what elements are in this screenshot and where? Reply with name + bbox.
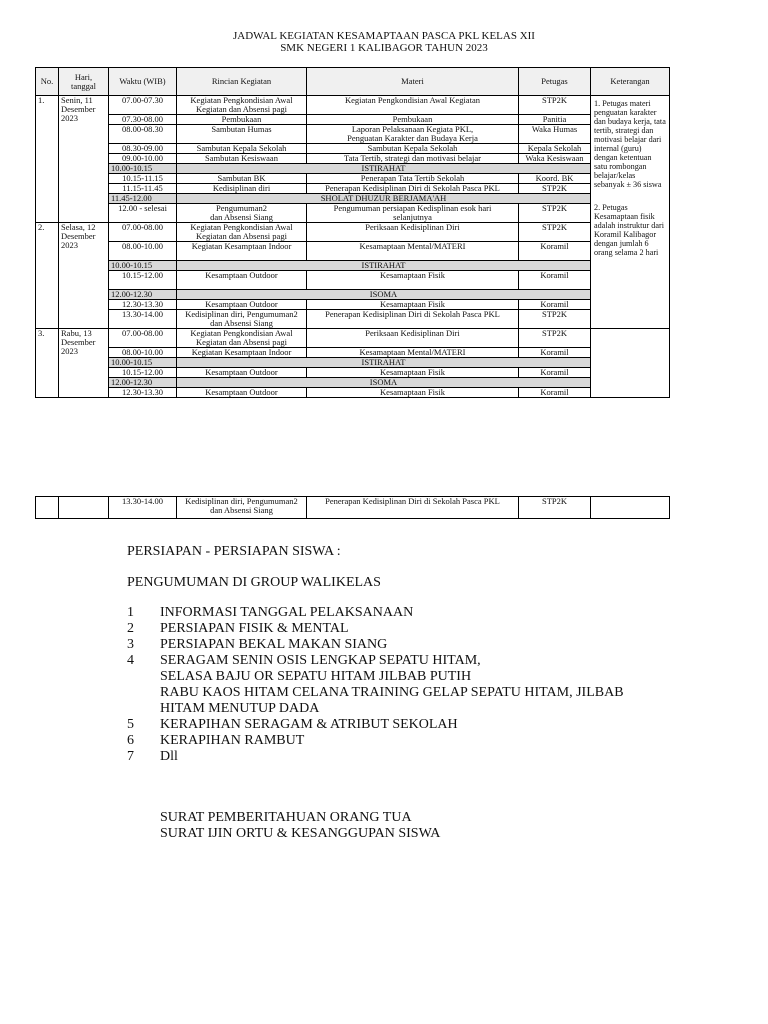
rincian-cell: Pembukaan [177,115,307,125]
rincian-line2: dan Absensi Siang [210,212,273,222]
table-row [36,223,670,242]
document-title [0,30,768,54]
day-date-cell [59,96,109,223]
materi-cell: Periksaan Kedisiplinan Diri [307,223,519,242]
list-item-text: HITAM MENUTUP DADA [160,701,320,716]
rincian-cell: Sambutan Kesiswaan [177,154,307,164]
day-date-line3: 2023 [61,113,78,123]
waktu-cell: 08.00-10.00 [109,242,177,261]
header-hari [59,68,109,96]
day-no-cell: 2. [36,223,59,329]
list-item [127,621,624,637]
persiapan-list [127,605,624,765]
list-item [127,701,624,717]
table-row [36,115,670,125]
table-row [36,368,670,378]
list-item-number: 3 [127,637,134,652]
header-materi: Materi [307,68,519,96]
waktu-cell: 12.00-12.30 [109,378,177,388]
table-row [36,96,670,115]
header-hari-line2: tanggal [70,80,97,91]
header-petugas: Petugas [519,68,591,96]
materi-cell: Penerapan Kedisiplinan Diri di Sekolah Pasca PKL [307,497,519,519]
waktu-cell: 10.00-10.15 [109,261,177,271]
waktu-cell: 12.00-12.30 [109,290,177,300]
break-row [36,290,670,300]
petugas-cell: STP2K [519,310,591,329]
day-no-cell: 3. [36,329,59,398]
list-item-number: 4 [127,653,134,668]
cont-no-cell [36,497,59,519]
day-date-line3: 2023 [61,240,78,250]
list-item-text: KERAPIHAN SERAGAM & ATRIBUT SEKOLAH [160,717,458,732]
list-item [127,605,624,621]
table-row [36,125,670,144]
materi-line2: selanjutnya [393,212,432,222]
list-item-number: 7 [127,749,134,764]
schedule-continuation-table [35,496,670,519]
list-item-text: PERSIAPAN BEKAL MAKAN SIANG [160,637,388,652]
header-no: No. [36,68,59,96]
rincian-cell [177,310,307,329]
rincian-cell [177,96,307,115]
day-date-line2: Desember [61,337,96,347]
break-label-cell: ISOMA [177,378,591,388]
materi-cell: Kesamaptaan Fisik [307,388,519,398]
cont-keterangan-cell [591,497,670,519]
waktu-cell: 10.15-12.00 [109,271,177,290]
list-item-number: 2 [127,621,134,636]
list-item-number: 5 [127,717,134,732]
materi-cell: Kesamaptaan Fisik [307,368,519,378]
waktu-cell: 10.00-10.15 [109,164,177,174]
rincian-line2: Kegiatan dan Absensi pagi [196,337,287,347]
day-date-cell [59,329,109,398]
waktu-cell: 12.00 - selesai [109,204,177,223]
waktu-cell: 13.30-14.00 [109,497,177,519]
materi-cell: Tata Tertib, strategi dan motivasi belajar [307,154,519,164]
break-row [36,164,670,174]
break-label-cell: ISTIRAHAT [177,358,591,368]
keterangan-note-1: 1. Petugas materi penguatan karakter dan budaya kerja, tata tertib, strategi dan motivasi belajar dari internal (guru) dengan ketentuan satu rombongan belajar/kelas sebanyak ± 36 siswa [594,99,666,189]
waktu-cell: 08.30-09.00 [109,144,177,154]
materi-cell [307,204,519,223]
list-item-text: SELASA BAJU OR SEPATU HITAM JILBAB PUTIH [160,669,472,684]
table-row [36,348,670,358]
waktu-cell: 09.00-10.00 [109,154,177,164]
materi-line1: Pengumuman persiapan Kedisplinan esok hari [333,203,492,213]
list-item-number [127,701,160,717]
waktu-cell: 08.00-08.30 [109,125,177,144]
materi-cell: Kesamaptaan Mental/MATERI [307,348,519,358]
rincian-line2: Kegiatan dan Absensi pagi [196,231,287,241]
petugas-cell: Koramil [519,348,591,358]
rincian-cell: Kegiatan Kesamptaan Indoor [177,242,307,261]
title-line-2: SMK NEGERI 1 KALIBAGOR TAHUN 2023 [280,42,488,54]
day-no-cell: 1. [36,96,59,223]
rincian-cell: Kegiatan Kesamptaan Indoor [177,348,307,358]
break-label-cell: ISOMA [177,290,591,300]
table-row [36,329,670,348]
petugas-cell: Koramil [519,242,591,261]
petugas-cell: Waka Kesiswaan [519,154,591,164]
break-label-cell: ISTIRAHAT [177,164,591,174]
list-item-text: Dll [160,749,178,764]
schedule-table [35,67,670,398]
petugas-cell: Koord. BK [519,174,591,184]
waktu-cell: 07.30-08.00 [109,115,177,125]
keterangan-note-2: 2. Petugas Kesamaptaan fisik adalah instruktur dari Koramil Kalibagor dengan jumlah 6 orang selama 2 hari [594,203,665,257]
list-item-number [127,685,160,701]
rincian-line2: dan Absensi Siang [210,505,273,515]
surat-line-1: SURAT PEMBERITAHUAN ORANG TUA [160,810,412,825]
persiapan-subheading: PENGUMUMAN DI GROUP WALIKELAS [127,575,381,590]
waktu-cell: 12.30-13.30 [109,300,177,310]
list-item-text: KERAPIHAN RAMBUT [160,733,305,748]
rincian-cell [177,497,307,519]
break-row [36,378,670,388]
waktu-cell: 10.15-12.00 [109,368,177,378]
petugas-cell: Koramil [519,388,591,398]
list-item [127,685,624,701]
day-date-line1: Senin, 11 [61,95,93,105]
waktu-cell: 11.15-11.45 [109,184,177,194]
day-date-cell [59,223,109,329]
list-item [127,637,624,653]
waktu-cell: 12.30-13.30 [109,388,177,398]
surat-line-2: SURAT IJIN ORTU & KESANGGUPAN SISWA [160,826,441,841]
rincian-cell [177,329,307,348]
table-row [36,242,670,261]
waktu-cell: 07.00-08.00 [109,329,177,348]
break-row [36,194,670,204]
petugas-cell: STP2K [519,329,591,348]
materi-cell: Periksaan Kedisiplinan Diri [307,329,519,348]
materi-cell: Kegiatan Pengkondisian Awal Kegiatan [307,96,519,115]
header-waktu: Waktu (WIB) [109,68,177,96]
materi-cell: Penerapan Kedisiplinan Diri di Sekolah Pasca PKL [307,310,519,329]
materi-line1: Laporan Pelaksanaan Kegiata PKL, [351,124,474,134]
list-item [127,653,624,669]
schedule-body [36,96,670,398]
waktu-cell: 08.00-10.00 [109,348,177,358]
waktu-cell: 07.00-07.30 [109,96,177,115]
rincian-line2: dan Absensi Siang [210,318,273,328]
table-row [36,204,670,223]
table-row [36,144,670,154]
table-header-row [36,68,670,96]
list-item-text: PERSIAPAN FISIK & MENTAL [160,621,349,636]
petugas-cell: STP2K [519,223,591,242]
break-row [36,261,670,271]
keterangan-cell [591,96,670,329]
persiapan-heading: PERSIAPAN - PERSIAPAN SISWA : [127,544,341,559]
rincian-line2: Kegiatan dan Absensi pagi [196,104,287,114]
header-keterangan: Keterangan [591,68,670,96]
table-row [36,271,670,290]
rincian-cell: Sambutan Humas [177,125,307,144]
list-item-number: 6 [127,733,134,748]
petugas-cell: STP2K [519,204,591,223]
petugas-cell: STP2K [519,96,591,115]
header-rincian: Rincian Kegiatan [177,68,307,96]
petugas-cell: Koramil [519,271,591,290]
petugas-cell: STP2K [519,497,591,519]
header-hari-line1: Hari, [74,71,93,82]
rincian-line1: Kegiatan Pengkondisian Awal [190,328,293,338]
rincian-cell [177,223,307,242]
rincian-line1: Kedisiplinan diri, Pengumuman2 [185,309,298,319]
materi-cell: Penerapan Tata Tertib Sekolah [307,174,519,184]
day-date-line2: Desember [61,231,96,241]
rincian-line1: Pengumuman2 [216,203,267,213]
petugas-cell: Waka Humas [519,125,591,144]
table-row [36,497,670,519]
title-line-1: JADWAL KEGIATAN KESAMAPTAAN PASCA PKL KELAS XII [233,30,535,42]
table-row [36,154,670,164]
materi-cell: Kesamaptaan Fisik [307,300,519,310]
cont-day-cell [59,497,109,519]
petugas-cell: STP2K [519,184,591,194]
waktu-cell: 07.00-08.00 [109,223,177,242]
waktu-cell: 10.00-10.15 [109,358,177,368]
petugas-cell: Koramil [519,300,591,310]
list-item-text: RABU KAOS HITAM CELANA TRAINING GELAP SEPATU HITAM, JILBAB [160,685,624,700]
table-row [36,300,670,310]
day-date-line1: Rabu, 13 [61,328,92,338]
materi-cell: Penerapan Kedisiplinan Diri di Sekolah Pasca PKL [307,184,519,194]
list-item [127,717,624,733]
materi-cell: Kesamaptaan Fisik [307,271,519,290]
keterangan-empty-cell [591,329,670,398]
rincian-cell: Kesamptaan Outdoor [177,388,307,398]
rincian-cell: Kesamptaan Outdoor [177,300,307,310]
list-item-text: INFORMASI TANGGAL PELAKSANAAN [160,605,414,620]
rincian-cell: Kesamptaan Outdoor [177,368,307,378]
day-date-line3: 2023 [61,346,78,356]
petugas-cell: Kepala Sekolah [519,144,591,154]
list-item [127,749,624,765]
materi-line2: Penguatan Karakter dan Budaya Kerja [347,133,478,143]
rincian-line1: Kegiatan Pengkondisian Awal [190,222,293,232]
break-label-cell: SHOLAT DHUZUR BERJAMA'AH [177,194,591,204]
day-date-line1: Selasa, 12 [61,222,96,232]
petugas-cell: Koramil [519,368,591,378]
list-item [127,669,624,685]
rincian-cell: Kesamptaan Outdoor [177,271,307,290]
materi-cell: Kesamaptaan Mental/MATERI [307,242,519,261]
rincian-cell: Sambutan Kepala Sekolah [177,144,307,154]
break-label-cell: ISTIRAHAT [177,261,591,271]
waktu-cell: 10.15-11.15 [109,174,177,184]
table-row [36,184,670,194]
day-date-line2: Desember [61,104,96,114]
rincian-cell: Sambutan BK [177,174,307,184]
materi-cell: Pembukaan [307,115,519,125]
table-row [36,388,670,398]
break-row [36,358,670,368]
list-item-text: SERAGAM SENIN OSIS LENGKAP SEPATU HITAM, [160,653,481,668]
materi-cell: Sambutan Kepala Sekolah [307,144,519,154]
materi-cell [307,125,519,144]
list-item-number [127,669,160,685]
waktu-cell: 11.45-12.00 [109,194,177,204]
list-item-number: 1 [127,605,134,620]
list-item [127,733,624,749]
table-row [36,310,670,329]
rincian-cell: Kedisiplinan diri [177,184,307,194]
rincian-line1: Kegiatan Pengkondisian Awal [190,95,293,105]
rincian-line1: Kedisiplinan diri, Pengumuman2 [185,496,298,506]
table-row [36,174,670,184]
rincian-cell [177,204,307,223]
petugas-cell: Panitia [519,115,591,125]
waktu-cell: 13.30-14.00 [109,310,177,329]
